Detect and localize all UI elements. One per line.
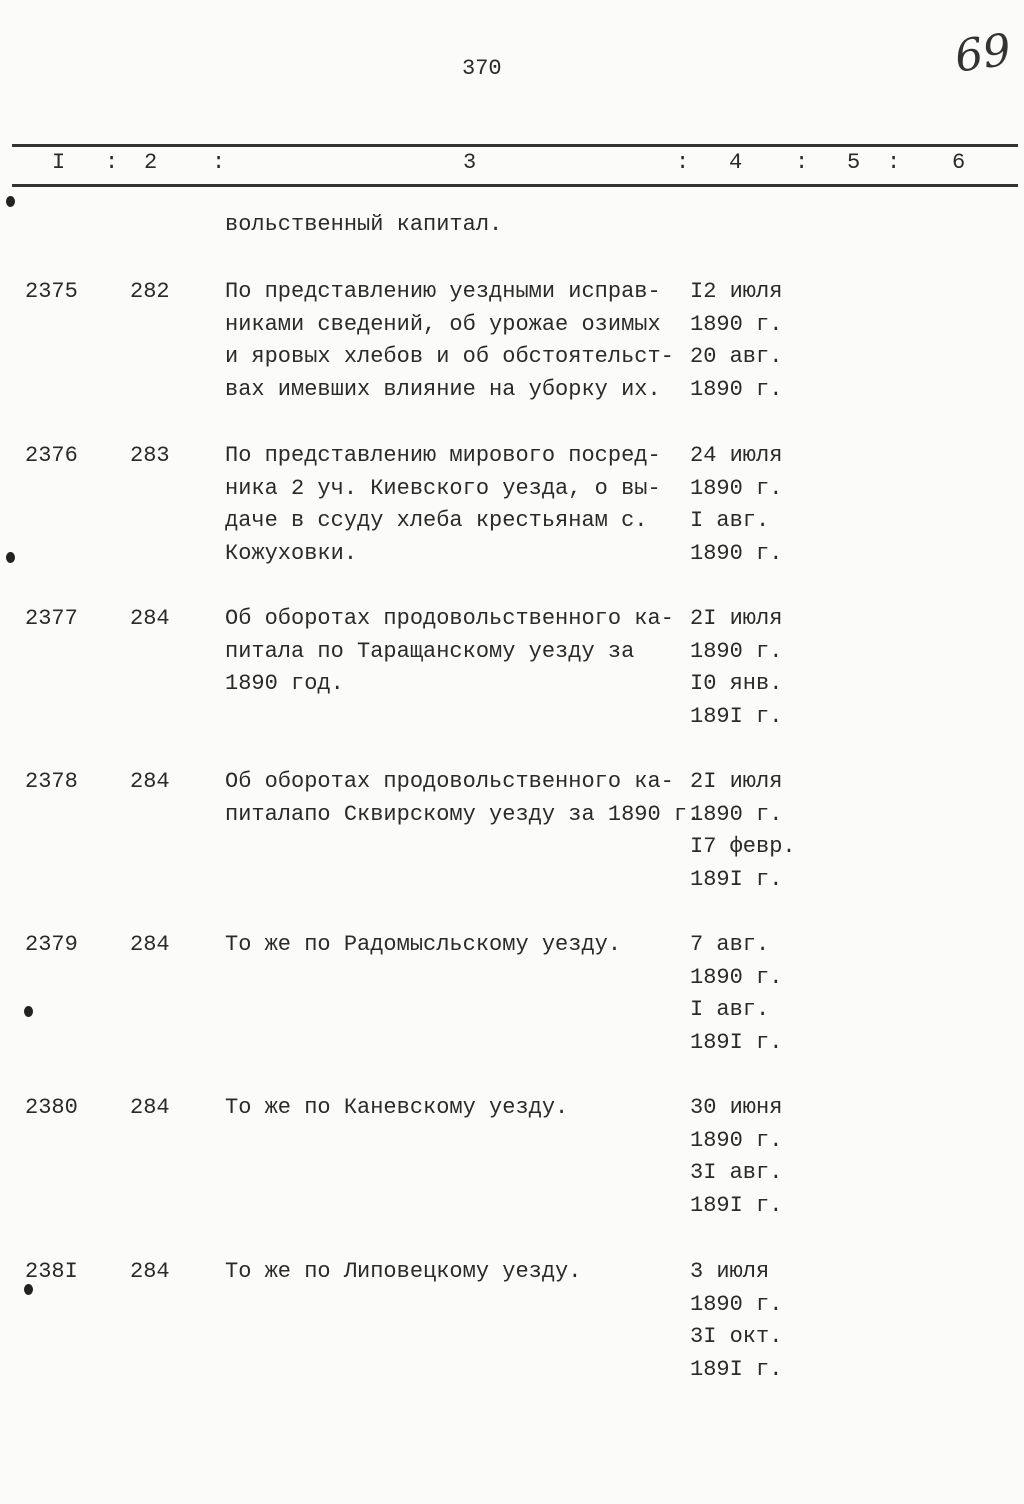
header-top-rule [12, 144, 1018, 147]
entry-description [225, 929, 621, 962]
date-line: I7 февр. [690, 834, 796, 860]
date-line: 1890 г. [690, 311, 783, 337]
description-line: По представлению уездными исправ- [225, 279, 661, 304]
date-line: 1890 г. [690, 801, 783, 827]
description-line: То же по Каневскому уезду. [225, 1095, 569, 1120]
entry-folio: 284 [130, 1259, 170, 1284]
entry-dates [690, 603, 782, 733]
column-header-2: 2 [144, 150, 158, 175]
entry-dates [690, 1092, 782, 1222]
date-line: 1890 г. [690, 1291, 783, 1317]
entry-dates [690, 766, 796, 896]
date-line: 189I г. [690, 703, 783, 729]
entry-description [225, 276, 674, 406]
description-line: вах имевших влияние на уборку их. [225, 376, 661, 402]
entry-folio: 284 [130, 769, 170, 794]
date-line: 189I г. [690, 1192, 783, 1218]
description-line: 1890 год. [225, 671, 344, 697]
description-line: и яровых хлебов и об обстоятельст- [225, 344, 674, 370]
handwritten-folio-number: 69 [951, 24, 1015, 83]
column-separator: : [212, 150, 226, 175]
column-header-3: 3 [463, 150, 477, 175]
header-bottom-rule [12, 184, 1018, 187]
column-header-6: 6 [952, 150, 966, 175]
date-line: I авг. [690, 997, 770, 1023]
date-line: 1890 г. [690, 1127, 783, 1153]
description-line: Об оборотах продовольственного ка- [225, 769, 674, 794]
date-line: 3 июля [690, 1259, 770, 1284]
description-line: То же по Радомысльскому уезду. [225, 932, 622, 957]
description-line: питала по Таращанскому уезду за [225, 638, 635, 664]
date-line: 30 июня [690, 1095, 783, 1120]
entry-number: 2376 [25, 443, 78, 468]
date-line: 20 авг. [690, 344, 783, 370]
punch-hole-mark [24, 1284, 33, 1295]
description-line: ника 2 уч. Киевского уезда, о вы- [225, 475, 661, 501]
date-line: 7 авг. [690, 932, 770, 957]
date-line: 189I г. [690, 866, 783, 892]
entry-number: 2377 [25, 606, 78, 631]
entry-number: 2375 [25, 279, 78, 304]
entry-folio: 284 [130, 1095, 170, 1120]
entry-folio: 283 [130, 443, 170, 468]
column-separator: : [795, 150, 809, 175]
entry-number: 238I [25, 1259, 78, 1284]
punch-hole-mark [24, 1006, 33, 1017]
date-line: 1890 г. [690, 638, 783, 664]
entry-number: 2380 [25, 1095, 78, 1120]
date-line: 189I г. [690, 1029, 783, 1055]
date-line: 189I г. [690, 1356, 783, 1382]
page-number: 370 [462, 56, 502, 81]
date-line: I2 июля [690, 279, 783, 304]
entry-description [225, 1092, 568, 1125]
entry-folio: 284 [130, 932, 170, 957]
entry-dates [690, 440, 782, 570]
date-line: 24 июля [690, 443, 783, 468]
date-line: 1890 г. [690, 540, 783, 566]
entry-folio: 282 [130, 279, 170, 304]
description-line: питалапо Сквирскому уезду за 1890 г. [225, 801, 701, 827]
continuation-text: вольственный капитал. [225, 212, 503, 237]
column-separator: : [676, 150, 690, 175]
description-line: То же по Липовецкому уезду. [225, 1259, 582, 1284]
entry-description [225, 603, 674, 701]
description-line: никами сведений, об урожае озимых [225, 311, 661, 337]
date-line: 1890 г. [690, 376, 783, 402]
date-line: I0 янв. [690, 671, 783, 697]
column-header-5: 5 [847, 150, 861, 175]
date-line: 3I авг. [690, 1160, 783, 1186]
date-line: I авг. [690, 508, 770, 534]
entry-dates [690, 929, 782, 1059]
description-line: По представлению мирового посред- [225, 443, 661, 468]
date-line: 3I окт. [690, 1324, 783, 1350]
entry-dates [690, 276, 782, 406]
date-line: 1890 г. [690, 475, 783, 501]
description-line: Об оборотах продовольственного ка- [225, 606, 674, 631]
punch-hole-mark [6, 552, 15, 563]
date-line: 1890 г. [690, 964, 783, 990]
entry-dates [690, 1256, 782, 1386]
description-line: даче в ссуду хлеба крестьянам с. [225, 508, 648, 534]
column-header-1: I [52, 150, 66, 175]
entry-folio: 284 [130, 606, 170, 631]
entry-number: 2378 [25, 769, 78, 794]
entry-number: 2379 [25, 932, 78, 957]
date-line: 2I июля [690, 769, 783, 794]
punch-hole-mark [6, 196, 15, 207]
description-line: Кожуховки. [225, 540, 358, 566]
column-separator: : [887, 150, 901, 175]
entry-description [225, 766, 700, 831]
entry-description [225, 440, 661, 570]
column-header-4: 4 [729, 150, 743, 175]
date-line: 2I июля [690, 606, 783, 631]
entry-description [225, 1256, 581, 1289]
column-separator: : [105, 150, 119, 175]
